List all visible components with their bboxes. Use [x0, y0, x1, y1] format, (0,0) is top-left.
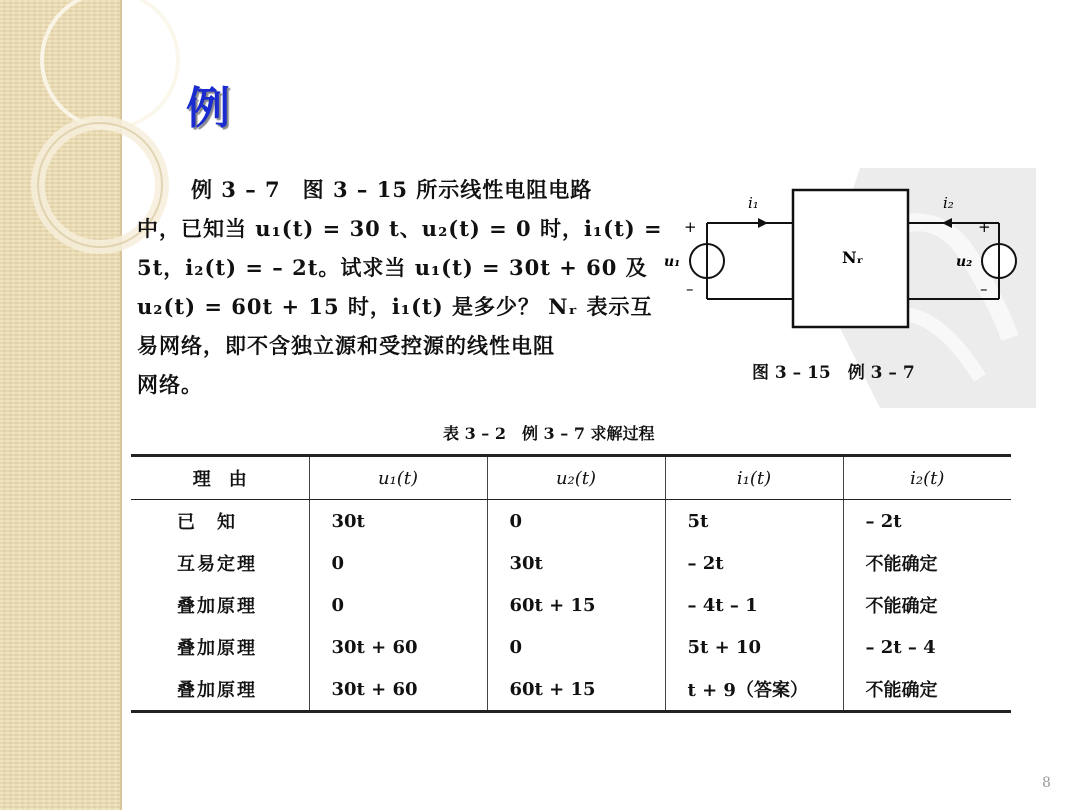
table-row [131, 584, 1011, 626]
cell-i1: t + 9（答案） [665, 668, 843, 712]
source-u2-label: u₂ [956, 254, 973, 270]
cell-i1: – 2t [665, 542, 843, 584]
cell-i2: – 2t – 4 [865, 636, 936, 658]
cell-u1: 30t + 60 [309, 626, 487, 668]
current-i1-arrow [758, 218, 768, 228]
cell-i2: 不能确定 [865, 596, 938, 617]
slide-title: 例 [186, 83, 230, 134]
u1-minus: – [686, 280, 694, 298]
table-row [131, 626, 1011, 668]
cell-reason: 互易定理 [131, 542, 309, 584]
header-u2: u₂(t) [487, 456, 665, 500]
cell-i1: – 4t – 1 [665, 584, 843, 626]
cell-i1: 5t + 10 [665, 626, 843, 668]
cell-reason: 已 知 [131, 500, 309, 543]
cell-i1: 5t [665, 500, 843, 543]
current-i1-label: i₁ [748, 194, 759, 212]
page-number: 8 [1042, 775, 1051, 791]
cell-u2: 30t [487, 542, 665, 584]
network-label: Nᵣ [842, 248, 864, 267]
circuit-diagram [660, 188, 1030, 338]
cell-u2: 60t + 15 [487, 584, 665, 626]
problem-line: 例 3 – 7 图 3 – 15 所示线性电阻电路 [191, 177, 593, 202]
cell-u1: 0 [309, 584, 487, 626]
cell-u1: 30t + 60 [309, 668, 487, 712]
header-i1: i₁(t) [665, 456, 843, 500]
header-i2: i₂(t) [843, 456, 1011, 500]
table-row [131, 668, 1011, 712]
current-i2-arrow [942, 218, 952, 228]
cell-i2: 不能确定 [843, 668, 1011, 712]
cell-u1: 0 [309, 542, 487, 584]
figure-caption: 图 3 – 15 例 3 – 7 [752, 363, 915, 383]
cell-u2: 0 [487, 500, 665, 543]
cell-reason: 叠加原理 [131, 584, 309, 626]
u2-plus: + [978, 218, 991, 236]
problem-line: 中，已知当 u₁(t) = 30 t、u₂(t) = 0 时，i₁(t) = [137, 216, 663, 241]
table-header-row [131, 456, 1011, 500]
problem-line: 5t，i₂(t) = – 2t。试求当 u₁(t) = 30t + 60 及 [137, 255, 648, 280]
cell-u2: 60t + 15 [487, 668, 665, 712]
table-row [131, 542, 1011, 584]
current-i2-label: i₂ [943, 194, 954, 212]
cell-reason: 叠加原理 [131, 668, 309, 712]
u2-minus: – [980, 280, 988, 298]
table-caption: 表 3 – 2 例 3 – 7 求解过程 [443, 424, 655, 443]
cell-i2: 不能确定 [865, 554, 938, 575]
problem-line: 易网络，即不含独立源和受控源的线性电阻 [137, 333, 555, 358]
problem-statement [137, 170, 663, 404]
cell-u1: 30t [309, 500, 487, 543]
header-reason: 理 由 [131, 456, 309, 500]
source-u1-label: u₁ [664, 254, 681, 270]
table-row [131, 500, 1011, 543]
cell-i2: – 2t [865, 510, 902, 532]
u1-plus: + [684, 218, 697, 236]
problem-line: u₂(t) = 60t + 15 时，i₁(t) 是多少？ Nᵣ 表示互 [137, 294, 653, 319]
header-u1: u₁(t) [309, 456, 487, 500]
cell-u2: 0 [487, 626, 665, 668]
problem-line: 网络。 [137, 372, 203, 397]
cell-reason: 叠加原理 [131, 626, 309, 668]
solution-table [131, 454, 1011, 713]
